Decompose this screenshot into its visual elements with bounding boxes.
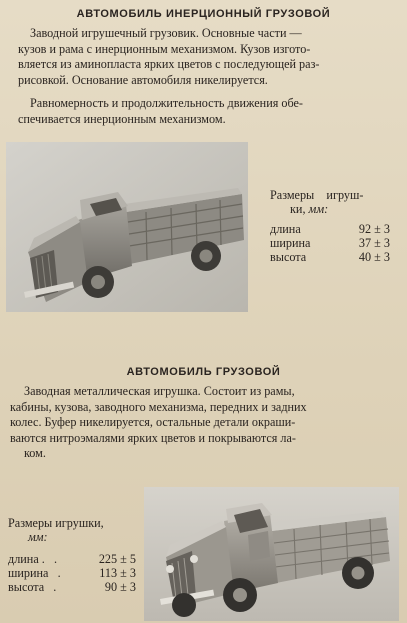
dimensions-header	[270, 188, 390, 202]
dimension-row-height	[8, 580, 136, 594]
section1-title: АВТОМОБИЛЬ ИНЕРЦИОННЫЙ ГРУЗОВОЙ	[76, 8, 331, 20]
text-line: кабины, кузова, заводного механизма, передних и задних	[10, 399, 307, 414]
dimension-row-width	[8, 566, 136, 580]
dimension-value: 37 ± 3	[358, 236, 390, 250]
dimensions-header-text: Размеры игрушки,	[8, 516, 104, 530]
text-line: рисовкой. Основание автомобиля никелируется.	[18, 72, 268, 87]
dimensions-header-line2	[8, 530, 136, 544]
text-line: ком.	[24, 446, 46, 460]
dimension-value: 90 ± 3	[104, 580, 136, 594]
dimensions-header	[8, 516, 136, 530]
dimension-label: длина	[270, 222, 301, 236]
dimension-label: высота .	[8, 580, 57, 594]
section2-paragraph	[10, 384, 396, 462]
dimension-row-width	[270, 236, 390, 250]
dimension-value: 92 ± 3	[358, 222, 390, 236]
dimensions-header-line2	[270, 202, 390, 216]
dimensions-header-text: ки,	[290, 202, 309, 216]
dimension-label: высота	[270, 250, 307, 264]
inertial-truck-photo	[6, 142, 248, 312]
text-line: колес. Буфер никелируется, остальные детали окраши-	[10, 415, 296, 429]
dimensions-unit: мм:	[308, 202, 329, 216]
text-line: Заводной игрушечный грузовик. Основные части —	[30, 26, 302, 40]
dimensions-unit: мм:	[28, 530, 48, 544]
dimension-row-length	[270, 222, 390, 236]
text-line: Равномерность и продолжительность движения обе-	[30, 96, 303, 110]
text-line: Заводная металлическая игрушка. Состоит из рамы,	[24, 384, 295, 398]
dimension-row-length	[8, 552, 136, 566]
dimension-label: длина . .	[8, 552, 58, 566]
dimension-value: 40 ± 3	[358, 250, 390, 264]
section1-paragraph-2	[18, 96, 396, 127]
dimension-label: ширина .	[8, 566, 61, 580]
dimension-value: 113 ± 3	[99, 566, 136, 580]
text-line: вляется из аминопласта ярких цветов с последующей раз-	[18, 57, 320, 71]
truck-illustration	[6, 142, 248, 312]
dimension-row-height	[270, 250, 390, 264]
text-line: ваются нитроэмалями ярких цветов и покрываются ла-	[10, 430, 296, 445]
section2-title: АВТОМОБИЛЬ ГРУЗОВОЙ	[126, 366, 281, 378]
text-line: спечивается инерционным механизмом.	[18, 111, 226, 126]
text-line: кузов и рама с инерционным механизмом. Кузов изгото-	[18, 41, 311, 56]
section2-dimensions	[8, 516, 136, 594]
section1-dimensions	[270, 188, 390, 264]
section1-paragraph-1	[18, 26, 396, 88]
metal-truck-photo	[144, 487, 399, 621]
dimension-value: 225 ± 5	[98, 552, 136, 566]
dimensions-header-text: Размеры игруш-	[270, 188, 364, 202]
dimension-label: ширина	[270, 236, 311, 250]
truck-illustration	[144, 487, 399, 621]
